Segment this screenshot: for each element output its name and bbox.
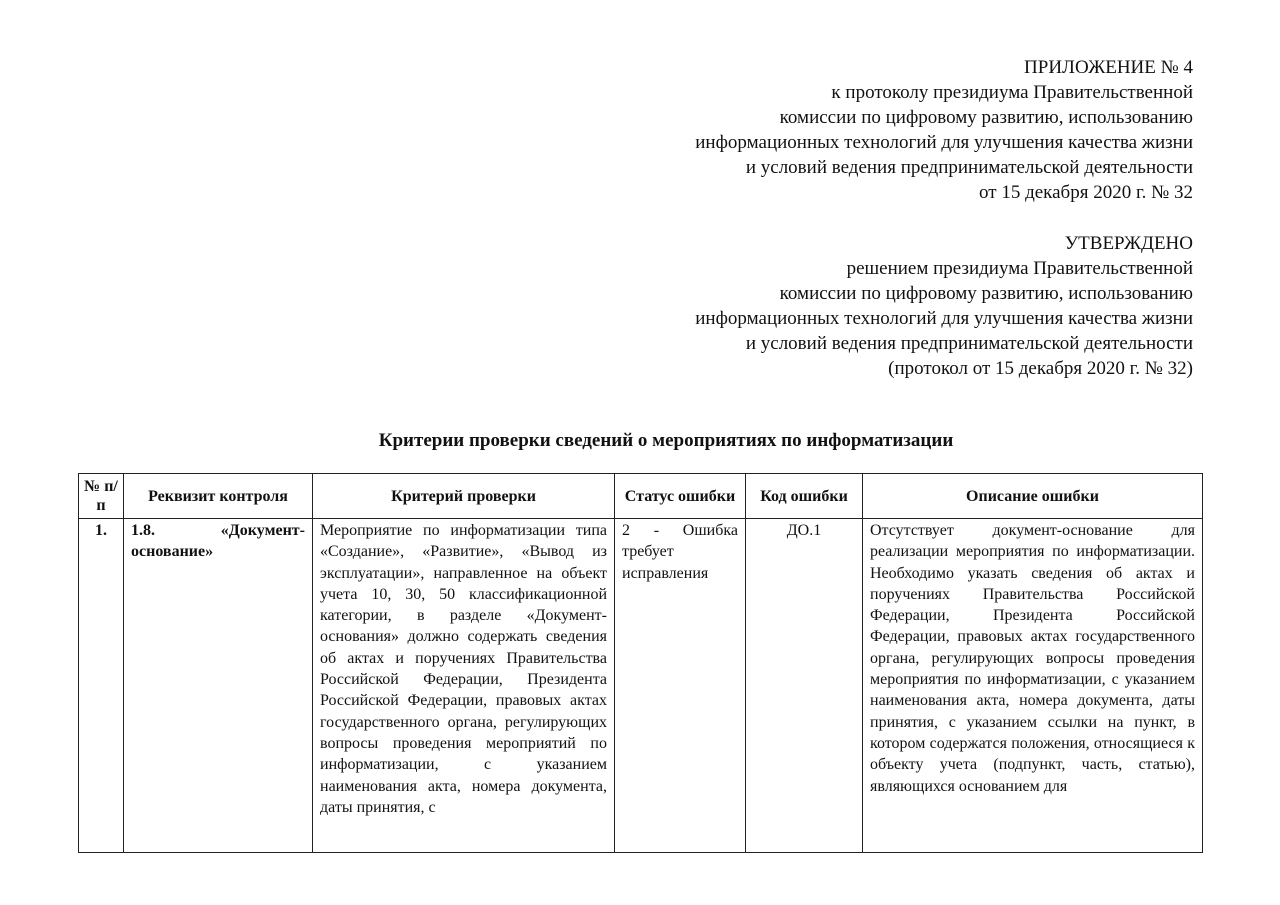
header-requisite: Реквизит контроля bbox=[124, 474, 313, 519]
row-description bbox=[863, 519, 1203, 853]
header-code: Код ошибки bbox=[746, 474, 863, 519]
header-number: № п/п bbox=[79, 474, 124, 519]
row-code bbox=[746, 519, 863, 853]
approval-line: информационных технологий для улучшения качества жизни bbox=[695, 308, 1193, 329]
approval-header bbox=[695, 231, 1193, 381]
criteria-table bbox=[78, 473, 1203, 853]
row-requisite bbox=[124, 519, 313, 853]
header-criterion: Критерий проверки bbox=[313, 474, 615, 519]
row-code-text: ДО.1 bbox=[786, 522, 822, 539]
row-number bbox=[79, 519, 124, 853]
row-criterion bbox=[313, 519, 615, 853]
approval-line: комиссии по цифровому развитию, использованию bbox=[779, 283, 1193, 304]
approval-line: и условий ведения предпринимательской деятельности bbox=[745, 333, 1193, 354]
appendix-line: от 15 декабря 2020 г. № 32 bbox=[979, 182, 1193, 203]
appendix-line: и условий ведения предпринимательской деятельности bbox=[745, 157, 1193, 178]
row-status-text: 2 - Ошибка требует исправления bbox=[622, 522, 738, 582]
appendix-line: ПРИЛОЖЕНИЕ № 4 bbox=[1024, 57, 1193, 78]
appendix-line: комиссии по цифровому развитию, использованию bbox=[779, 107, 1193, 128]
row-status bbox=[615, 519, 746, 853]
approval-line: (протокол от 15 декабря 2020 г. № 32) bbox=[888, 358, 1193, 379]
row-requisite-text: 1.8. «Документ-основание» bbox=[131, 522, 305, 561]
appendix-header bbox=[695, 55, 1193, 205]
appendix-line: к протоколу президиума Правительственной bbox=[831, 82, 1193, 103]
row-number-text: 1. bbox=[95, 522, 107, 539]
approval-line: решением президиума Правительственной bbox=[846, 258, 1193, 279]
appendix-line: информационных технологий для улучшения качества жизни bbox=[695, 132, 1193, 153]
approval-line: УТВЕРЖДЕНО bbox=[1064, 233, 1193, 254]
table-header-row bbox=[79, 474, 1203, 519]
table-row bbox=[79, 519, 1203, 853]
header-status: Статус ошибки bbox=[615, 474, 746, 519]
header-description: Описание ошибки bbox=[863, 474, 1203, 519]
row-description-text: Отсутствует документ-основание для реализации мероприятия по информатизации. Необходимо указать сведения об актах и поручениях Правительства Российской Федерации, Президента Российской Федерации, правовых актах государственного органа, регулирующих вопросы проведения мероприятия по информатизации, с указанием наименования акта, номера документа, даты принятия, с указанием ссылки на пункт, в котором содержатся положения, относящиеся к объекту учета (подпункт, часть, статью), являющихся основанием для bbox=[870, 522, 1195, 795]
document-title: Критерии проверки сведений о мероприятиях по информатизации bbox=[378, 430, 954, 451]
row-criterion-text: Мероприятие по информатизации типа «Создание», «Развитие», «Вывод из эксплуатации», направленное на объект учета 10, 30, 50 классификационной категории, в разделе «Документ-основания» должно содержать сведения об актах и поручениях Правительства Российской Федерации, Президента Российской Федерации, правовых актах государственного органа, регулирующих вопросы проведения мероприятий по информатизации, с указанием наименования акта, номера документа, даты принятия, с bbox=[320, 522, 607, 816]
